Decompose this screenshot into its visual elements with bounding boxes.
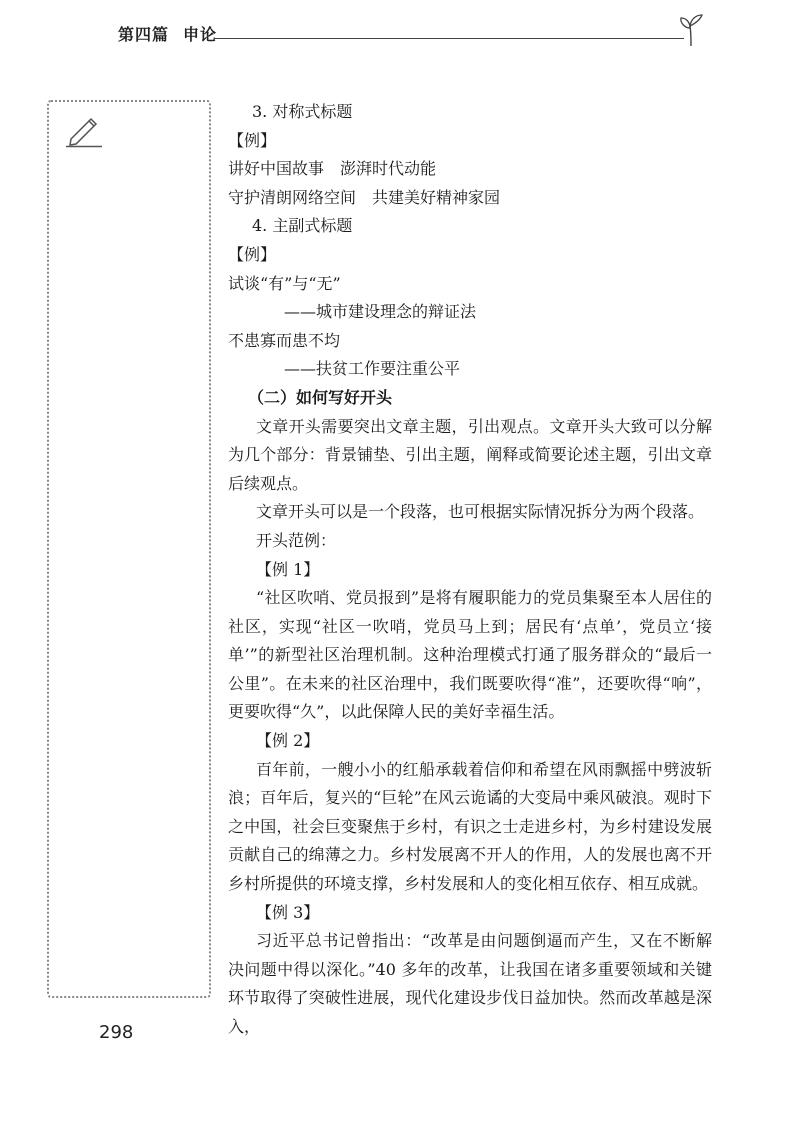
example2-text: 百年前，一艘小小的红船承载着信仰和希望在风雨飘摇中劈波斩浪；百年后，复兴的“巨轮”在风云诡谲的大变局中乘风破浪。观时下之中国，社会巨变聚焦于乡村，有识之士走进乡村，为乡村建设发展贡献自己的绵薄之力。乡村发展离不开人的作用，人的发展也离不开乡村所提供的环境支撑，乡村发展和人的变化相互依存、相互成就。 <box>228 759 712 894</box>
example1-text: “社区吹哨、党员报到”是将有履职能力的党员集聚至本人居住的社区，实现“社区一吹哨，党员马上到；居民有‘点单’，党员立‘接单’”的新型社区治理机制。这种治理模式打通了服务群众的“最后一公里”。在未来的社区治理中，我们既要吹得“准”，还要吹得“响”，更要吹得“久”，以此保障人民的美好幸福生活。 <box>228 588 712 722</box>
header-rule <box>214 38 684 39</box>
sprout-icon <box>676 14 706 48</box>
item3-heading: 3. 对称式标题 <box>252 102 353 121</box>
pencil-icon <box>62 113 106 149</box>
section-title: 申论 <box>183 25 218 44</box>
intro-paragraph: 文章开头需要突出文章主题，引出观点。文章开头大致可以分解为几个部分：背景铺垫、引出主题，阐释或简要论述主题，引出文章后续观点。 <box>228 416 712 493</box>
structure-paragraph: 文章开头可以是一个段落，也可根据实际情况拆分为两个段落。 <box>256 502 705 522</box>
running-header <box>118 22 217 45</box>
item4-example-subtitle: ——城市建设理念的辩证法 <box>284 302 477 322</box>
example-label: 【例】 <box>228 244 277 264</box>
item4-example-subtitle: ——扶贫工作要注重公平 <box>284 359 461 379</box>
item4-example-title: 不患寡而患不均 <box>228 330 341 350</box>
item4-example-title: 试谈“有”与“无” <box>228 273 341 293</box>
example3-text: 习近平总书记曾指出：“改革是由问题倒逼而产生，又在不断解决问题中得以深化。”40 多年的改革，让我国在诸多重要领域和关键环节取得了突破性进展，现代化建设步伐日益加快。然而改革越是深入， <box>228 931 712 1036</box>
example1-label: 【例 1】 <box>256 559 320 579</box>
example2-label: 【例 2】 <box>256 731 320 751</box>
example-label: 【例】 <box>228 130 277 150</box>
item3-example: 讲好中国故事 澎湃时代动能 <box>228 159 437 179</box>
sample-label: 开头范例： <box>256 530 337 550</box>
page-body <box>228 98 712 1042</box>
section-heading: （二）如何写好开头 <box>248 387 393 407</box>
example3-label: 【例 3】 <box>256 902 320 922</box>
part-title: 第四篇 <box>118 25 170 44</box>
item4-heading: 4. 主副式标题 <box>252 216 353 236</box>
notes-margin-box <box>47 100 211 998</box>
page-number: 298 <box>99 1022 134 1043</box>
item3-example: 守护清朗网络空间 共建美好精神家园 <box>228 187 501 207</box>
